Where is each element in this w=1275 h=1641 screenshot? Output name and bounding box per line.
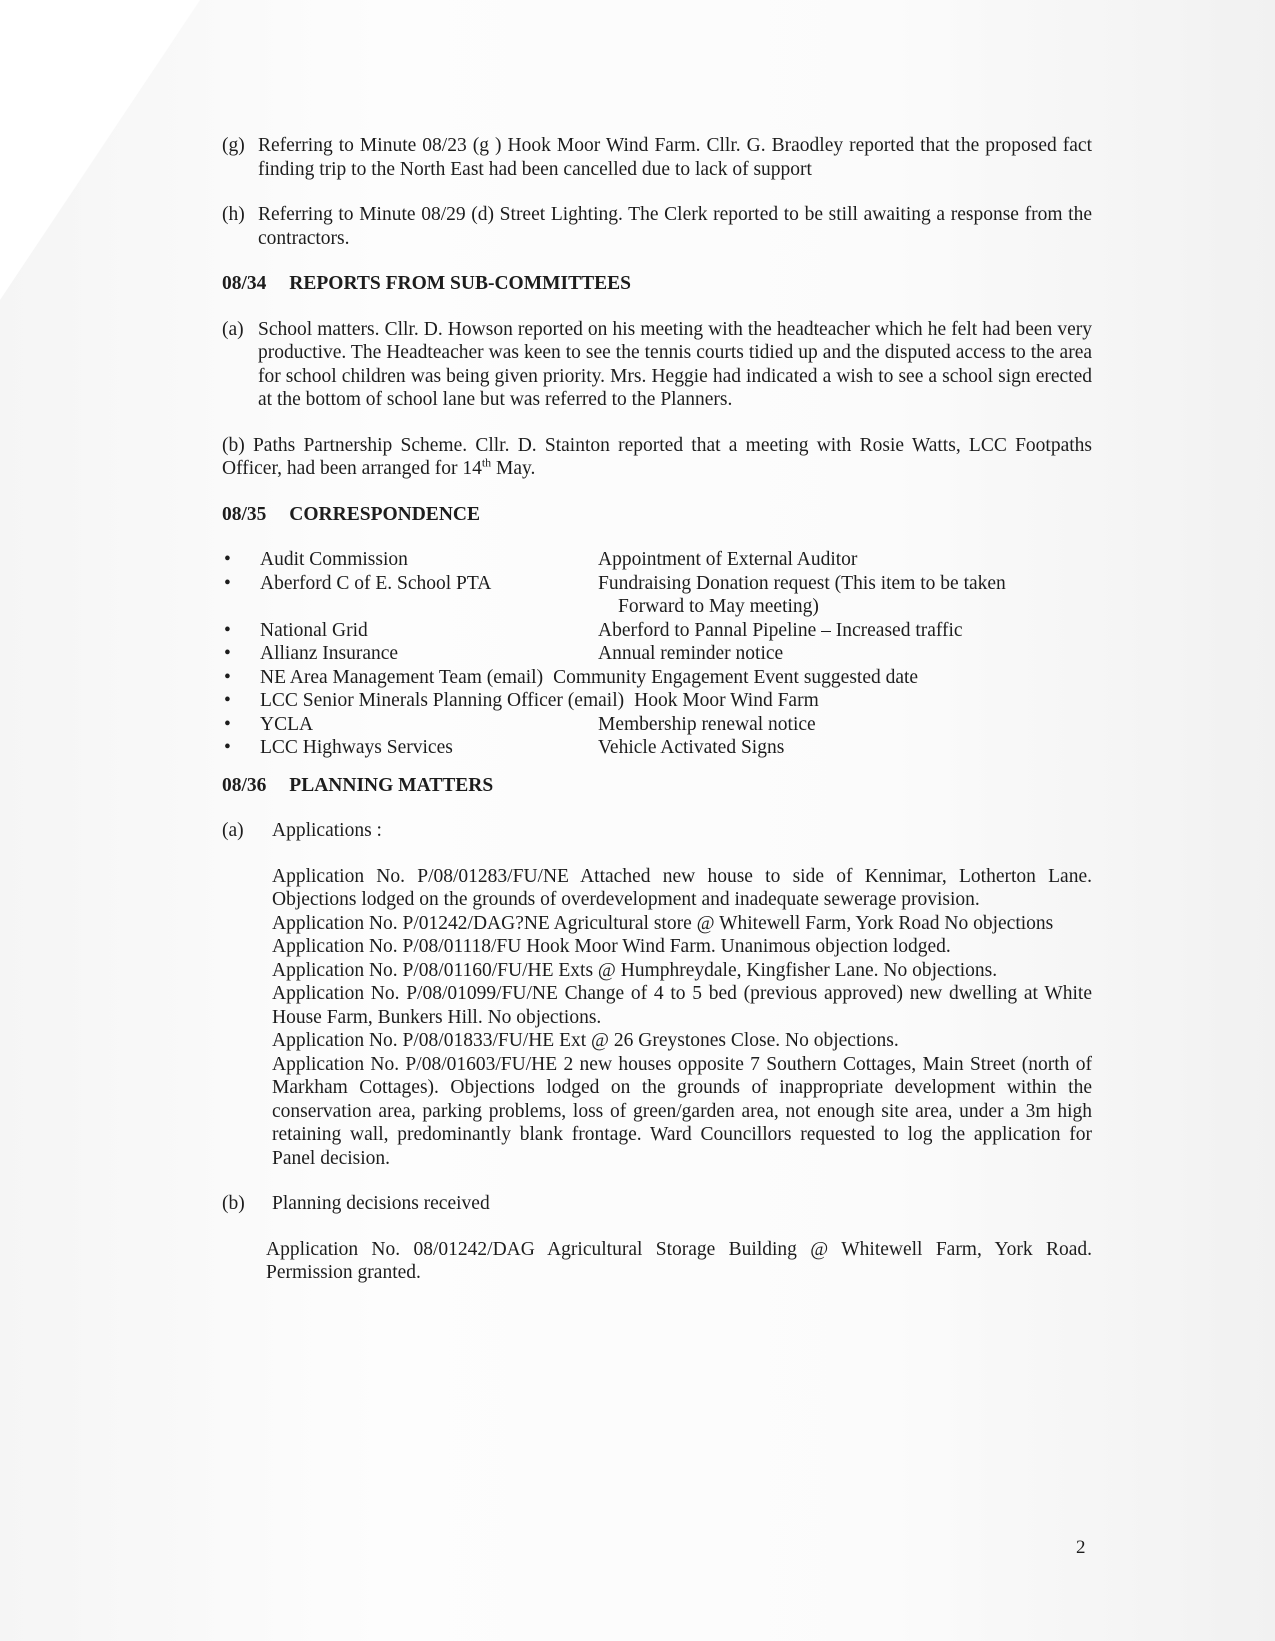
bullet: • xyxy=(224,572,231,594)
applications-list xyxy=(272,865,1092,1171)
description-line: Fundraising Donation request (This item to be taken xyxy=(598,572,1006,594)
bullet: • xyxy=(224,666,231,688)
application-entry: Application No. P/08/01833/FU/HE Ext @ 26 Greystones Close. No objections. xyxy=(272,1030,899,1051)
item-text: Referring to Minute 08/29 (d) Street Lighting. The Clerk reported to be still awaiting a response from the contractors. xyxy=(258,204,1092,249)
page-corner-fold xyxy=(0,0,200,300)
correspondence-source: Audit Commission xyxy=(260,549,408,570)
correspondence-source: NE Area Management Team (email) xyxy=(260,666,544,688)
correspondence-description: Membership renewal notice xyxy=(598,713,816,735)
correspondence-source: LCC Highways Services xyxy=(260,737,453,758)
correspondence-source: Allianz Insurance xyxy=(260,643,399,664)
bullet: • xyxy=(224,713,231,735)
list-item xyxy=(222,572,1092,619)
subsection-title: Planning decisions received xyxy=(272,1193,490,1214)
list-item xyxy=(222,642,1092,666)
bullet: • xyxy=(224,737,231,758)
section-title: REPORTS FROM SUB-COMMITTEES xyxy=(289,273,631,294)
section-heading-correspondence xyxy=(222,503,1092,527)
correspondence-source: LCC Senior Minerals Planning Officer (email) xyxy=(260,690,625,711)
section-heading-planning xyxy=(222,774,1092,798)
correspondence-source: YCLA xyxy=(260,713,314,735)
item-label: (h) xyxy=(222,204,245,225)
list-item xyxy=(222,666,1092,690)
item-label: (a) xyxy=(222,820,244,841)
description-continuation: Forward to May meeting) xyxy=(618,596,819,617)
correspondence-description: Appointment of External Auditor xyxy=(598,549,858,570)
sub-committee-item-a xyxy=(222,318,1092,412)
bullet: • xyxy=(224,690,231,711)
section-number: 08/36 xyxy=(222,774,267,796)
section-number: 08/34 xyxy=(222,273,267,294)
minutes-content xyxy=(222,134,1092,1285)
bullet: • xyxy=(224,549,231,570)
bullet: • xyxy=(224,643,231,664)
list-item xyxy=(222,713,1092,737)
section-title: PLANNING MATTERS xyxy=(289,774,494,796)
correspondence-description xyxy=(598,572,1092,619)
correspondence-list xyxy=(222,548,1092,760)
minute-item-h xyxy=(222,203,1092,250)
planning-decision: Application No. 08/01242/DAG Agricultural Storage Building @ Whitewell Farm, York Road. Permission granted. xyxy=(266,1238,1092,1283)
item-text-end: May. xyxy=(491,458,536,479)
section-number: 08/35 xyxy=(222,503,267,525)
correspondence-description: Hook Moor Wind Farm xyxy=(634,690,819,711)
section-title: CORRESPONDENCE xyxy=(289,503,480,525)
item-label: (b) xyxy=(222,1193,245,1214)
planning-subsection-b xyxy=(222,1192,1092,1216)
ordinal-suffix: th xyxy=(481,455,492,470)
page-number: 2 xyxy=(1076,1537,1086,1558)
correspondence-description: Aberford to Pannal Pipeline – Increased traffic xyxy=(598,619,963,641)
application-entry: Application No. P/08/01160/FU/HE Exts @ Humphreydale, Kingfisher Lane. No objections. xyxy=(272,959,998,981)
item-text: Referring to Minute 08/23 (g ) Hook Moor Wind Farm. Cllr. G. Braodley reported that the proposed fact finding trip to the North East had been cancelled due to lack of support xyxy=(258,135,1092,180)
list-item xyxy=(222,619,1092,643)
correspondence-source: National Grid xyxy=(260,619,368,641)
minute-item-g xyxy=(222,134,1092,181)
application-entry: Application No. P/08/01099/FU/NE Change of 4 to 5 bed (previous approved) new dwelling at White House Farm, Bunkers Hill. No objections. xyxy=(272,983,1092,1028)
subsection-title: Applications : xyxy=(272,820,382,841)
correspondence-description: Annual reminder notice xyxy=(598,643,784,664)
bullet: • xyxy=(224,619,231,641)
list-item xyxy=(222,689,1092,713)
list-item xyxy=(222,736,1092,760)
item-label: (a) xyxy=(222,318,244,340)
section-heading-sub-committees xyxy=(222,272,1092,296)
item-label: (g) xyxy=(222,135,245,156)
item-text: School matters. Cllr. D. Howson reported on his meeting with the headteacher which he felt had been very productive. The Headteacher was keen to see the tennis courts tidied up and the disputed access to the area for school children was being given priority. Mrs. Heggie had indicated a wish to see a school sign erected at the bottom of school lane but was referred to the Planners. xyxy=(258,318,1092,410)
item-text: (b) Paths Partnership Scheme. Cllr. D. Stainton reported that a meeting with Rosie Watts, LCC Footpaths Officer, had been arranged for 14 xyxy=(222,434,1092,479)
planning-subsection-a xyxy=(222,819,1092,843)
application-entry: Application No. P/08/01118/FU Hook Moor Wind Farm. Unanimous objection lodged. xyxy=(272,936,951,957)
application-entry: Application No. P/01242/DAG?NE Agricultural store @ Whitewell Farm, York Road No objections xyxy=(272,912,1054,934)
correspondence-description: Community Engagement Event suggested date xyxy=(553,666,919,688)
sub-committee-item-b xyxy=(222,434,1092,481)
list-item xyxy=(222,548,1092,572)
correspondence-description: Vehicle Activated Signs xyxy=(598,737,785,758)
application-entry: Application No. P/08/01603/FU/HE 2 new houses opposite 7 Southern Cottages, Main Street (north of Markham Cottages). Objections lodged on the grounds of inappropriate development within the conservation area, parking problems, loss of green/garden area, not enough site area, under a 3m high retaining wall, predominantly blank frontage. Ward Councillors requested to log the application for Panel decision. xyxy=(272,1053,1092,1169)
application-entry: Application No. P/08/01283/FU/NE Attached new house to side of Kennimar, Lotherton Lane. Objections lodged on the grounds of overdevelopment and inadequate sewerage provision. xyxy=(272,865,1092,910)
correspondence-source: Aberford C of E. School PTA xyxy=(260,572,492,594)
